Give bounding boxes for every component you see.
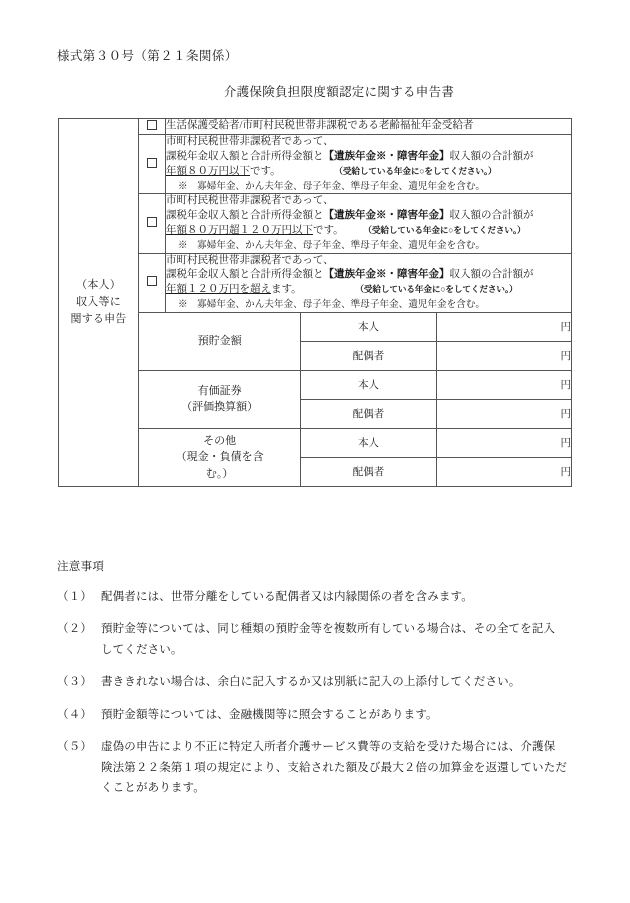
currency-unit: 円 xyxy=(560,351,571,363)
amount-field-other-self[interactable] xyxy=(436,428,571,457)
option-text-1 xyxy=(166,119,572,135)
option-circle-instruction: （受給している年金に○をしてください。） xyxy=(367,225,526,236)
option-bracket-term: 【遺族年金※・障害年金】 xyxy=(323,150,450,162)
option-line: 市町村民税世帯非課税者であって、 xyxy=(166,195,334,207)
note-body xyxy=(101,672,577,692)
option-text-2 xyxy=(166,134,572,193)
checkbox-cell-option-1[interactable] xyxy=(139,119,166,135)
option-line: 生活保護受給者/市町村民税世帯非課税である老齢福祉年金受給者 xyxy=(166,120,474,131)
option-text-part: 課税年金収入額と合計所得金額と xyxy=(166,269,324,281)
currency-unit: 円 xyxy=(560,409,571,421)
document-title: 介護保険負担限度額認定に関する申告書 xyxy=(223,85,455,99)
checkbox-cell-option-2[interactable] xyxy=(139,134,166,193)
note-line: 書ききれない場合は、余白に記入するか又は別紙に記入の上添付してください。 xyxy=(101,676,521,689)
note-line: 虚偽の申告により不正に特定入所者介護サービス費等の支給を受けた場合には、介護保 xyxy=(101,741,556,754)
note-number: （５） xyxy=(57,741,93,754)
option-text-part: です。 xyxy=(313,225,344,237)
note-body xyxy=(101,619,577,660)
note-item-4 xyxy=(57,705,577,725)
checkbox-icon[interactable] xyxy=(147,217,157,227)
amount-field-other-spouse[interactable] xyxy=(436,457,571,486)
option-footnote: ※ 寡婦年金、かん夫年金、母子年金、準母子年金、遺児年金を含む。 xyxy=(178,299,485,311)
option-circle-instruction: （受給している年金に○をしてください。） xyxy=(359,284,518,295)
note-line: 預貯金額等については、金融機関等に照会することがあります。 xyxy=(101,708,438,721)
asset-label-line: 預貯金額 xyxy=(197,335,242,348)
person-label-self: 本人 xyxy=(301,370,436,399)
option-text-part: 収入額の合計額が xyxy=(449,150,534,162)
asset-label-line: （現金・負債を含 xyxy=(175,451,264,464)
note-item-2 xyxy=(57,619,577,660)
option-line xyxy=(166,209,571,224)
asset-label-line: 有価証券 xyxy=(197,384,242,397)
note-line: くことがあります。 xyxy=(101,782,205,795)
asset-label-line: その他 xyxy=(203,434,237,447)
option-line xyxy=(166,268,571,283)
option-circle-instruction: （受給している年金に○をしてください。） xyxy=(338,165,497,176)
option-line xyxy=(166,150,571,165)
amount-field-securities-spouse[interactable] xyxy=(436,399,571,428)
person-label-spouse: 配偶者 xyxy=(301,457,436,486)
checkbox-icon[interactable] xyxy=(147,158,157,168)
option-line xyxy=(166,165,571,180)
notes-section xyxy=(57,558,577,811)
option-line xyxy=(166,224,571,239)
currency-unit: 円 xyxy=(560,467,571,479)
asset-label-savings xyxy=(139,312,301,370)
person-label-self: 本人 xyxy=(301,428,436,457)
option-text-part: 収入額の合計額が xyxy=(449,269,534,281)
option-text-part: 課税年金収入額と合計所得金額と xyxy=(166,210,324,222)
table-row xyxy=(59,119,572,135)
note-line: 険法第２２条第１項の規定により、支給された額及び最大２倍の加算金を返還していただ xyxy=(101,761,567,774)
note-body xyxy=(101,737,577,798)
option-bracket-term: 【遺族年金※・障害年金】 xyxy=(323,210,450,222)
note-number: （３） xyxy=(57,676,93,689)
form-number: 様式第３０号（第２１条関係） xyxy=(57,49,238,63)
note-item-5 xyxy=(57,737,577,798)
currency-unit: 円 xyxy=(560,438,571,450)
note-number: （２） xyxy=(57,623,93,636)
checkbox-cell-option-3[interactable] xyxy=(139,194,166,253)
amount-field-savings-self[interactable] xyxy=(436,312,571,341)
note-number: （４） xyxy=(57,708,93,721)
category-header-cell xyxy=(59,119,139,487)
option-footnote: ※ 寡婦年金、かん夫年金、母子年金、準母子年金、遺児年金を含む。 xyxy=(178,180,485,192)
amount-field-securities-self[interactable] xyxy=(436,370,571,399)
category-label-line: 収入等に xyxy=(76,295,121,308)
declaration-table xyxy=(58,118,572,487)
asset-label-securities xyxy=(139,370,301,428)
option-text-part: ます。 xyxy=(271,284,302,296)
note-item-1 xyxy=(57,587,577,607)
note-body xyxy=(101,587,577,607)
person-label-spouse: 配偶者 xyxy=(301,399,436,428)
person-label-spouse: 配偶者 xyxy=(301,341,436,370)
asset-label-other xyxy=(139,428,301,486)
option-line: 市町村民税世帯非課税者であって、 xyxy=(166,135,334,147)
option-amount-threshold: 年額８０万円以下 xyxy=(166,165,250,177)
option-line xyxy=(166,283,571,298)
option-text-part: です。 xyxy=(250,165,281,177)
checkbox-icon[interactable] xyxy=(147,120,157,130)
currency-unit: 円 xyxy=(560,380,571,392)
checkbox-cell-option-4[interactable] xyxy=(139,253,166,312)
option-bracket-term: 【遺族年金※・障害年金】 xyxy=(323,269,450,281)
option-text-3 xyxy=(166,194,572,253)
currency-unit: 円 xyxy=(560,322,571,334)
notes-title: 注意事項 xyxy=(57,561,105,573)
checkbox-icon[interactable] xyxy=(147,276,157,286)
note-item-3 xyxy=(57,672,577,692)
option-line: 市町村民税世帯非課税者であって、 xyxy=(166,254,334,266)
note-line: してください。 xyxy=(101,643,183,656)
option-text-part: 課税年金収入額と合計所得金額と xyxy=(166,150,324,162)
note-line: 配偶者には、世帯分離をしている配偶者又は内縁関係の者を含みます。 xyxy=(101,591,473,603)
option-text-4 xyxy=(166,253,572,312)
note-body xyxy=(101,705,577,725)
option-footnote: ※ 寡婦年金、かん夫年金、母子年金、準母子年金、遺児年金を含む。 xyxy=(178,239,485,251)
person-label-self: 本人 xyxy=(301,312,436,341)
category-label-line: （本人） xyxy=(76,278,121,291)
asset-label-line: （評価換算額） xyxy=(181,401,259,414)
category-label-line: 関する申告 xyxy=(70,312,127,325)
option-text-part: 収入額の合計額が xyxy=(449,210,534,222)
note-number: （１） xyxy=(57,591,93,603)
option-amount-threshold: 年額１２０万円を超え xyxy=(166,284,271,296)
amount-field-savings-spouse[interactable] xyxy=(436,341,571,370)
note-line: 預貯金等については、同じ種類の預貯金等を複数所有している場合は、その全てを記入 xyxy=(101,623,556,636)
option-amount-threshold: 年額８０万円超１２０万円以下 xyxy=(166,225,313,237)
asset-label-line: む。） xyxy=(205,467,234,480)
